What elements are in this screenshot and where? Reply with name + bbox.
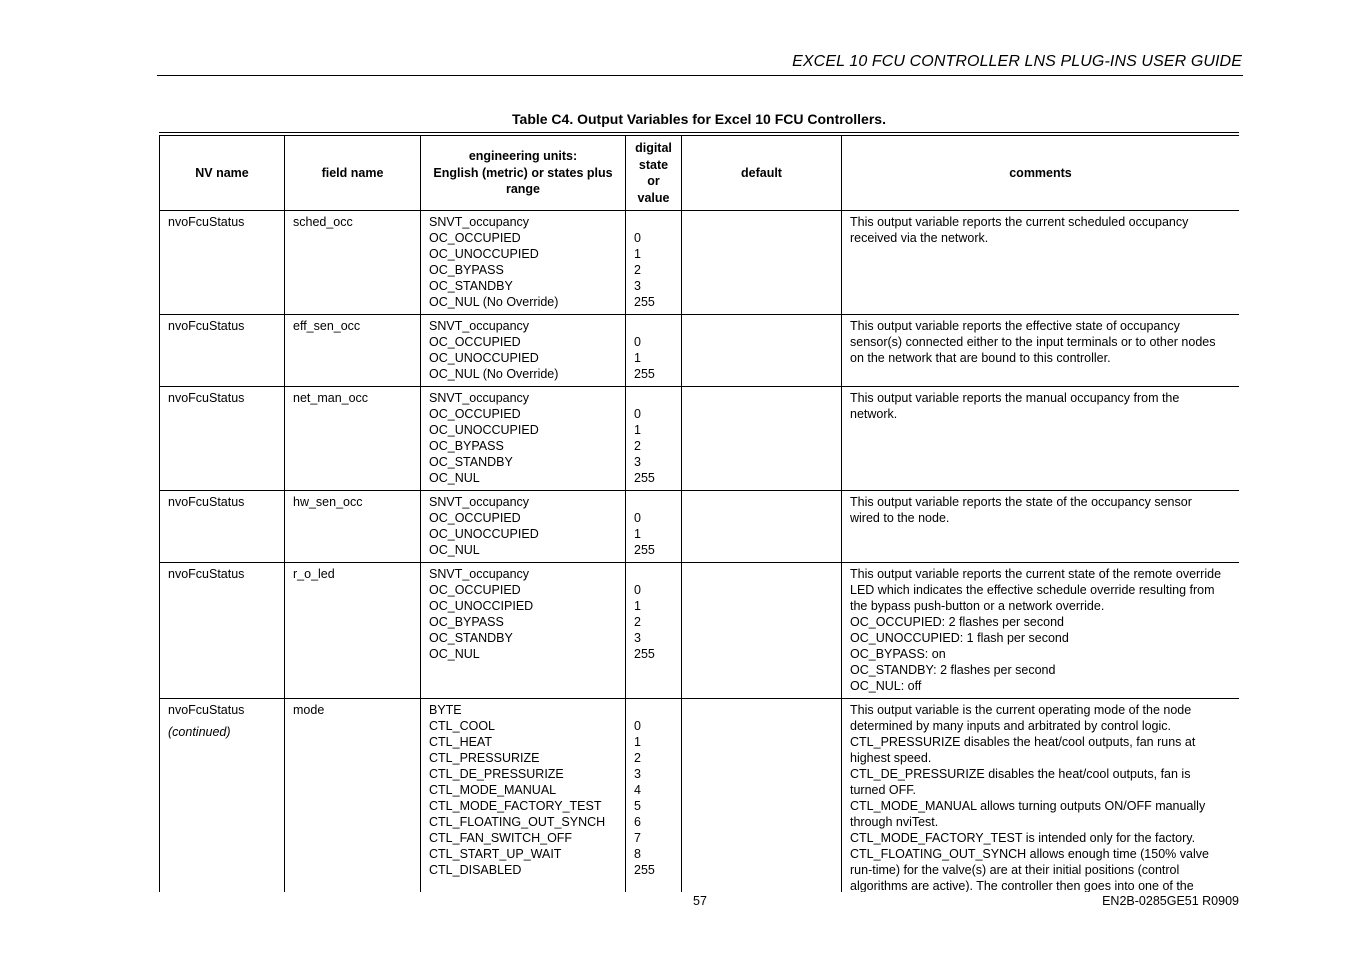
value-line: 6 — [634, 815, 641, 829]
field-name-cell: eff_sen_occ — [285, 315, 421, 387]
unit-line: CTL_HEAT — [429, 735, 492, 749]
digital-value-cell — [626, 699, 682, 893]
value-line: 255 — [634, 863, 655, 877]
unit-line: OC_BYPASS — [429, 439, 504, 453]
field-name-cell: hw_sen_occ — [285, 491, 421, 563]
output-variables-table-container — [159, 132, 1239, 892]
field-name-cell: net_man_occ — [285, 387, 421, 491]
unit-line: CTL_COOL — [429, 719, 495, 733]
value-line: 1 — [634, 527, 641, 541]
unit-line: CTL_PRESSURIZE — [429, 751, 540, 765]
table-row — [160, 387, 1240, 491]
nv-name: nvoFcuStatus — [168, 391, 245, 405]
value-line: 2 — [634, 615, 641, 629]
unit-line: CTL_FLOATING_OUT_SYNCH — [429, 815, 606, 829]
nv-name: nvoFcuStatus — [168, 567, 245, 581]
value-line: 0 — [634, 583, 641, 597]
comment-line: CTL_MODE_MANUAL allows turning outputs ON/OFF manually — [850, 799, 1206, 813]
comment-line: sensor(s) connected either to the input terminals or to other nodes — [850, 335, 1216, 349]
engineering-units-cell — [421, 491, 626, 563]
comment-line: determined by many inputs and arbitrated by control logic. — [850, 719, 1172, 733]
unit-line: OC_NUL — [429, 471, 480, 485]
unit-line: OC_NUL (No Override) — [429, 367, 559, 381]
unit-line: OC_NUL — [429, 647, 480, 661]
nv-name: nvoFcuStatus — [168, 215, 245, 229]
table-row — [160, 699, 1240, 893]
unit-line: CTL_DE_PRESSURIZE — [429, 767, 564, 781]
default-cell — [682, 315, 842, 387]
comment-line: This output variable is the current operating mode of the node — [850, 703, 1192, 717]
unit-line: OC_UNOCCUPIED — [429, 527, 539, 541]
value-line: 255 — [634, 543, 655, 557]
digital-value-cell — [626, 387, 682, 491]
unit-line: OC_BYPASS — [429, 615, 504, 629]
value-line — [634, 702, 673, 718]
header-eng-line: range — [505, 182, 541, 197]
header-nv-name: NV name — [160, 136, 285, 211]
header-digital-line: state — [638, 157, 669, 172]
nv-name-cell — [160, 211, 285, 315]
comment-line: algorithms are active). The controller then goes into one of the — [850, 879, 1194, 892]
comment-line: the bypass push-button or a network override. — [850, 599, 1105, 613]
comment-line: received via the network. — [850, 231, 989, 245]
document-header-title: EXCEL 10 FCU CONTROLLER LNS PLUG-INS USER GUIDE — [792, 53, 1242, 70]
comments-cell — [842, 211, 1240, 315]
unit-line: CTL_DISABLED — [429, 863, 522, 877]
header-digital-state — [626, 136, 682, 211]
comment-line: This output variable reports the current state of the remote override — [850, 567, 1222, 581]
unit-line: OC_OCCUPIED — [429, 335, 521, 349]
unit-line: OC_OCCUPIED — [429, 583, 521, 597]
comment-line: highest speed. — [850, 751, 932, 765]
table-caption: Table C4. Output Variables for Excel 10 FCU Controllers. — [512, 111, 886, 127]
value-line — [634, 566, 673, 582]
header-default: default — [682, 136, 842, 211]
table-row — [160, 315, 1240, 387]
comment-line: through nviTest. — [850, 815, 939, 829]
value-line: 0 — [634, 231, 641, 245]
comment-line: CTL_MODE_FACTORY_TEST is intended only for the factory. — [850, 831, 1196, 845]
unit-line: SNVT_occupancy — [429, 215, 530, 229]
unit-line: CTL_FAN_SWITCH_OFF — [429, 831, 573, 845]
unit-line: OC_UNOCCUPIED — [429, 423, 539, 437]
unit-line: OC_UNOCCUPIED — [429, 247, 539, 261]
output-variables-table — [159, 135, 1239, 892]
engineering-units-cell — [421, 699, 626, 893]
comment-line: CTL_FLOATING_OUT_SYNCH allows enough time (150% valve — [850, 847, 1209, 861]
header-digital-line: digital — [635, 141, 672, 155]
comment-line: LED which indicates the effective schedule override resulting from — [850, 583, 1215, 597]
nv-name-cell — [160, 491, 285, 563]
unit-line: OC_OCCUPIED — [429, 511, 521, 525]
value-line: 1 — [634, 423, 641, 437]
value-line: 1 — [634, 351, 641, 365]
engineering-units-cell — [421, 211, 626, 315]
continued-note: (continued) — [168, 725, 231, 739]
comments-cell — [842, 315, 1240, 387]
comments-cell — [842, 699, 1240, 893]
nv-name-cell — [160, 563, 285, 699]
table-row — [160, 491, 1240, 563]
unit-line: CTL_MODE_MANUAL — [429, 783, 557, 797]
header-field-name: field name — [285, 136, 421, 211]
value-line: 3 — [634, 455, 641, 469]
table-body — [160, 211, 1240, 893]
unit-line: SNVT_occupancy — [429, 391, 530, 405]
digital-value-cell — [626, 491, 682, 563]
comment-line: OC_UNOCCUPIED: 1 flash per second — [850, 631, 1069, 645]
unit-line: OC_BYPASS — [429, 263, 504, 277]
comment-line: wired to the node. — [850, 511, 950, 525]
header-engineering-units — [421, 136, 626, 211]
comment-line: OC_OCCUPIED: 2 flashes per second — [850, 615, 1064, 629]
value-line: 0 — [634, 511, 641, 525]
comment-line: run-time) for the valve(s) are at their initial positions (control — [850, 863, 1180, 877]
header-digital-line: or — [647, 174, 660, 188]
unit-line: OC_NUL — [429, 543, 480, 557]
default-cell — [682, 387, 842, 491]
nv-name: nvoFcuStatus — [168, 495, 245, 509]
unit-line: CTL_MODE_FACTORY_TEST — [429, 799, 602, 813]
comment-line: turned OFF. — [850, 783, 916, 797]
table-row — [160, 211, 1240, 315]
comment-line: OC_NUL: off — [850, 679, 922, 693]
value-line: 8 — [634, 847, 641, 861]
value-line: 1 — [634, 735, 641, 749]
unit-line: OC_OCCUPIED — [429, 231, 521, 245]
comments-cell — [842, 387, 1240, 491]
unit-line: OC_STANDBY — [429, 455, 513, 469]
value-line: 2 — [634, 439, 641, 453]
engineering-units-cell — [421, 563, 626, 699]
default-cell — [682, 563, 842, 699]
field-name-cell: sched_occ — [285, 211, 421, 315]
unit-line: OC_UNOCCIPIED — [429, 599, 534, 613]
value-line: 2 — [634, 263, 641, 277]
nv-name-cell — [160, 699, 285, 893]
value-line — [634, 318, 673, 334]
value-line: 255 — [634, 647, 655, 661]
digital-value-cell — [626, 563, 682, 699]
unit-line: OC_OCCUPIED — [429, 407, 521, 421]
default-cell — [682, 491, 842, 563]
value-line: 0 — [634, 407, 641, 421]
unit-line: SNVT_occupancy — [429, 319, 530, 333]
comment-line: This output variable reports the effective state of occupancy — [850, 319, 1180, 333]
value-line: 1 — [634, 599, 641, 613]
header-digital-line: value — [637, 190, 670, 205]
unit-line: OC_STANDBY — [429, 631, 513, 645]
digital-value-cell — [626, 315, 682, 387]
value-line: 2 — [634, 751, 641, 765]
comments-cell — [842, 563, 1240, 699]
value-line: 4 — [634, 783, 641, 797]
header-eng-line: engineering units: — [468, 149, 578, 164]
value-line: 0 — [634, 335, 641, 349]
field-name-cell: r_o_led — [285, 563, 421, 699]
comment-line: on the network that are bound to this controller. — [850, 351, 1111, 365]
value-line: 5 — [634, 799, 641, 813]
nv-name-cell — [160, 315, 285, 387]
comment-line: CTL_PRESSURIZE disables the heat/cool outputs, fan runs at — [850, 735, 1196, 749]
unit-line: OC_NUL (No Override) — [429, 295, 559, 309]
header-comments: comments — [842, 136, 1240, 211]
default-cell — [682, 211, 842, 315]
value-line: 255 — [634, 367, 655, 381]
comment-line: CTL_DE_PRESSURIZE disables the heat/cool outputs, fan is — [850, 767, 1191, 781]
comment-line: This output variable reports the current scheduled occupancy — [850, 215, 1189, 229]
value-line: 255 — [634, 471, 655, 485]
value-line — [634, 494, 673, 510]
value-line — [634, 214, 673, 230]
unit-line: SNVT_occupancy — [429, 567, 530, 581]
nv-name-cell — [160, 387, 285, 491]
document-code: EN2B-0285GE51 R0909 — [1102, 894, 1239, 908]
value-line: 3 — [634, 631, 641, 645]
header-rule — [157, 75, 1243, 76]
comment-line: This output variable reports the manual occupancy from the — [850, 391, 1180, 405]
value-line: 3 — [634, 767, 641, 781]
value-line: 3 — [634, 279, 641, 293]
comment-line: OC_STANDBY: 2 flashes per second — [850, 663, 1056, 677]
unit-line: OC_UNOCCUPIED — [429, 351, 539, 365]
engineering-units-cell — [421, 387, 626, 491]
comments-cell — [842, 491, 1240, 563]
unit-line: BYTE — [429, 703, 462, 717]
field-name-cell: mode — [285, 699, 421, 893]
engineering-units-cell — [421, 315, 626, 387]
comment-line: network. — [850, 407, 898, 421]
page-number: 57 — [693, 894, 707, 908]
value-line — [634, 390, 673, 406]
nv-name: nvoFcuStatus — [168, 703, 245, 717]
unit-line: OC_STANDBY — [429, 279, 513, 293]
value-line: 7 — [634, 831, 641, 845]
comment-line: This output variable reports the state of the occupancy sensor — [850, 495, 1192, 509]
unit-line: CTL_START_UP_WAIT — [429, 847, 562, 861]
unit-line: SNVT_occupancy — [429, 495, 530, 509]
table-header-row — [160, 136, 1240, 211]
value-line: 1 — [634, 247, 641, 261]
default-cell — [682, 699, 842, 893]
nv-name: nvoFcuStatus — [168, 319, 245, 333]
header-eng-line: English (metric) or states plus — [433, 165, 613, 180]
table-row — [160, 563, 1240, 699]
value-line: 0 — [634, 719, 641, 733]
value-line: 255 — [634, 295, 655, 309]
comment-line: OC_BYPASS: on — [850, 647, 946, 661]
digital-value-cell — [626, 211, 682, 315]
